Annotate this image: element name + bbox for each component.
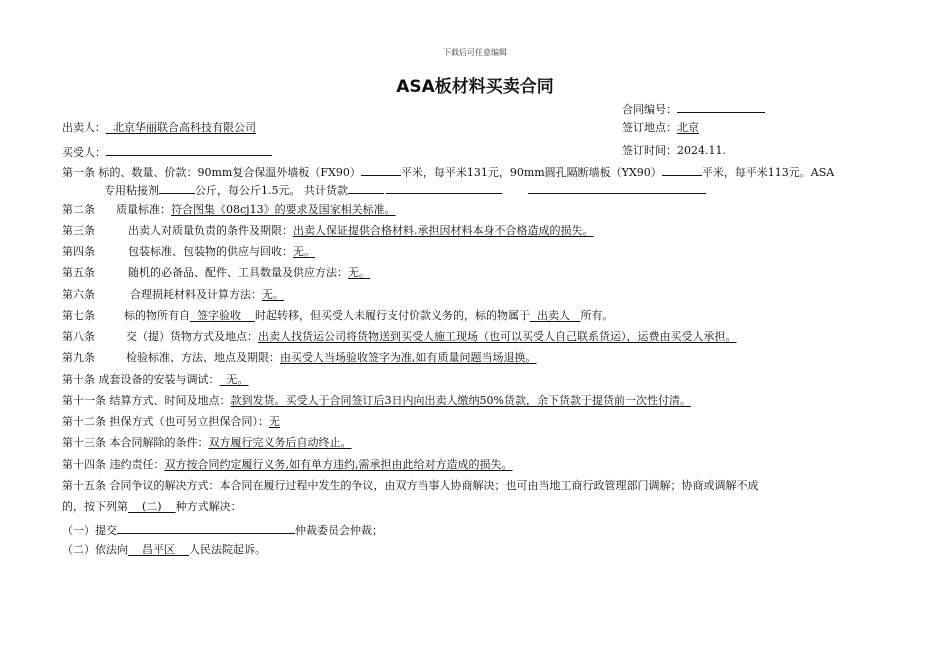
fx90-qty-field[interactable] [361, 164, 401, 176]
clause-7-label: 第七条 [62, 309, 95, 322]
clause-8-label: 第八条 [62, 330, 95, 343]
clause-10-label: 第十条 [62, 373, 95, 386]
clause-10-text: 成套设备的安装与调试： [98, 373, 220, 386]
clause-7-text-b: 时起转移，但买受人未履行支付价款义务的，标的物属于 [255, 309, 530, 322]
seller-row [62, 121, 256, 135]
clause-13-text: 本合同解除的条件： [109, 436, 209, 449]
clause-1 [62, 164, 834, 180]
clause-3-value: 出卖人保证提供合格材料.承担因材料本身不合格造成的损失。 [293, 224, 594, 237]
clause-11-label: 第十一条 [62, 394, 106, 407]
seller-name: 北京华丽联合高科技有限公司 [113, 121, 256, 134]
clause-3 [62, 224, 594, 238]
clause-1-line2-a: 专用粘接剂 [104, 184, 159, 197]
clause-6-label: 第六条 [62, 288, 95, 301]
total-price-field-a[interactable] [348, 182, 384, 194]
option-1 [62, 522, 383, 538]
clause-4 [62, 245, 315, 259]
header-note: 下载后可任意编辑 [443, 48, 507, 57]
clause-8 [62, 330, 737, 344]
clause-12-label: 第十二条 [62, 415, 106, 428]
clause-15-line2-b: 种方式解决： [175, 500, 242, 513]
sign-time-label: 签订时间： [622, 144, 677, 157]
clause-5-label: 第五条 [62, 266, 95, 279]
yx90-qty-field[interactable] [662, 164, 702, 176]
buyer-row [62, 144, 272, 160]
contract-no-field[interactable] [677, 101, 765, 113]
sign-place-label: 签订地点： [622, 121, 677, 134]
option-1-text-b: 仲裁委员会仲裁； [295, 524, 383, 537]
page-title: ASA板材料买卖合同 [396, 77, 554, 97]
clause-13-label: 第十三条 [62, 436, 106, 449]
clause-7-text-a: 标的物所有自 [124, 309, 190, 322]
clause-5 [62, 266, 370, 280]
clause-15 [62, 479, 759, 493]
clause-1-line-2 [104, 182, 706, 198]
clause-1-text-a: 标的、数量、价款：90mm复合保温外墙板（FX90） [98, 166, 361, 179]
total-price-field-b[interactable] [386, 182, 502, 194]
clause-4-label: 第四条 [62, 245, 95, 258]
sign-time-value: 2024.11. [677, 144, 726, 157]
contract-no-label: 合同编号： [622, 103, 677, 116]
clause-7-value-b: 出卖人 [537, 309, 570, 322]
option-2-text-b: 人民法院起诉。 [189, 543, 266, 556]
sign-place-value: 北京 [677, 121, 699, 134]
clause-1-label: 第一条 [62, 166, 95, 179]
clause-9 [62, 351, 537, 365]
clause-2-label: 第二条 [62, 203, 95, 216]
buyer-label: 买受人： [62, 146, 106, 159]
clause-10-value: 无。 [226, 373, 249, 386]
adhesive-qty-field[interactable] [159, 182, 195, 194]
clause-10 [62, 373, 249, 387]
sign-place-row [622, 121, 699, 135]
clause-11-text: 结算方式、时间及地点： [109, 394, 231, 407]
clause-3-label: 第三条 [62, 224, 95, 237]
clause-1-text-b: 平米，每平米131元，90mm圆孔隔断墙板（YX90） [400, 166, 662, 179]
clause-15-text: 合同争议的解决方式：本合同在履行过程中发生的争议，由双方当事人协商解决；也可由当地工商行政管理部门调解；协商或调解不成 [109, 479, 759, 492]
clause-14-label: 第十四条 [62, 458, 106, 471]
clause-11-value: 款到发货。买受人于合同签订后3日内向出卖人缴纳50%货款，余下货款于提货前一次性付清。 [230, 394, 691, 407]
clause-12-text: 担保方式（也可另立担保合同）： [109, 415, 269, 428]
clause-8-text: 交（提）货物方式及地点： [126, 330, 258, 343]
clause-11 [62, 394, 691, 408]
clause-1-text-c: 平米，每平米113元。ASA [701, 166, 835, 179]
total-price-field-c[interactable] [528, 182, 706, 194]
clause-4-value: 无。 [293, 245, 315, 258]
clause-13-value: 双方履行完义务后自动终止。 [208, 436, 352, 449]
clause-6-value: 无。 [262, 288, 284, 301]
clause-9-text: 检验标准、方法、地点及期限： [126, 351, 280, 364]
clause-9-value: 由买受人当场验收签字为准,如有质量问题当场退换。 [280, 351, 537, 364]
clause-13 [62, 436, 352, 450]
clause-9-label: 第九条 [62, 351, 95, 364]
clause-2-text: 质量标准： [116, 203, 171, 216]
clause-5-text: 随机的必备品、配件、工具数量及供应方法： [128, 266, 348, 279]
sign-time-row [622, 144, 726, 158]
clause-3-text: 出卖人对质量负责的条件及期限： [128, 224, 293, 237]
clause-8-value: 出卖人找货运公司将货物送到买受人施工现场（也可以买受人自己联系货运），运费由买受人承担。 [258, 330, 737, 343]
clause-7-value-a: 签字验收 [197, 309, 241, 322]
clause-15-line2-a: 的，按下列第 [62, 500, 128, 513]
clause-15-line-2 [62, 500, 242, 514]
option-1-text-a: （一）提交 [62, 524, 117, 537]
clause-14-value: 双方按合同约定履行义务,如有单方违约,需承担由此给对方造成的损失。 [164, 458, 513, 471]
clause-6 [62, 288, 284, 302]
clause-7-text-c: 所有。 [580, 309, 614, 322]
arbitration-committee-field[interactable] [117, 522, 295, 534]
option-2 [62, 543, 266, 557]
clause-2-value: 符合图集《08cj13》的要求及国家相关标准。 [171, 203, 396, 216]
clause-12-value: 无 [269, 415, 280, 428]
contract-no-row [622, 101, 765, 117]
clause-15-line2-value: (二) [142, 500, 162, 513]
clause-14 [62, 458, 513, 472]
clause-5-value: 无。 [348, 266, 370, 279]
buyer-field[interactable] [106, 144, 272, 156]
clause-12 [62, 415, 280, 429]
option-2-value: 昌平区 [142, 543, 175, 556]
clause-14-text: 违约责任： [109, 458, 165, 471]
option-2-text-a: （二）依法向 [62, 543, 128, 556]
clause-7 [62, 309, 614, 323]
clause-6-text: 合理损耗材料及计算方法： [130, 288, 262, 301]
clause-2 [62, 203, 396, 217]
clause-15-label: 第十五条 [62, 479, 106, 492]
seller-label: 出卖人： [62, 121, 106, 134]
clause-1-line2-b: 公斤，每公斤1.5元。 共计货款 [195, 184, 348, 197]
clause-4-text: 包装标准、包装物的供应与回收： [128, 245, 293, 258]
